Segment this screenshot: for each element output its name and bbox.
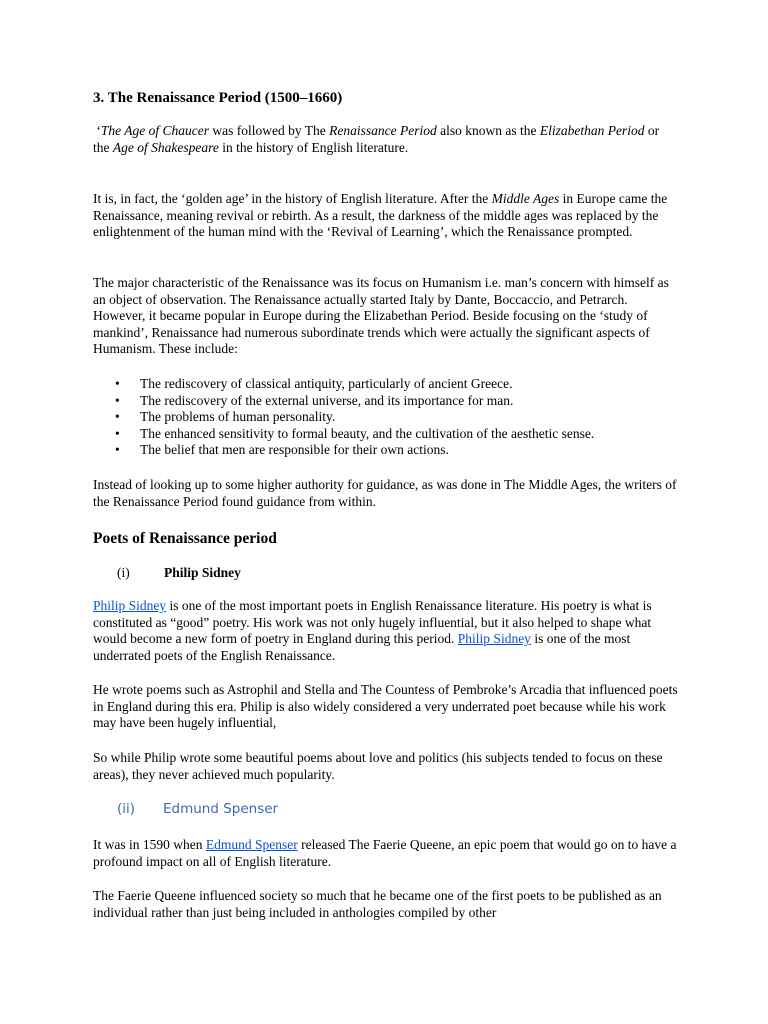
sidney-paragraph-2: He wrote poems such as Astrophil and Stella and The Countess of Pembroke’s Arcadia that influenced poets in England during this era. Philip is also widely considered a very underrated poet because while his work may have been hugely influential,	[93, 682, 678, 731]
sidney-title: Philip Sidney	[164, 565, 241, 580]
humanism-paragraph: The major characteristic of the Renaissance was its focus on Humanism i.e. man’s concern with himself as an object of observation. The Renaissance actually started Italy by Dante, Boccaccio, and Petrarch. However, it became popular in Europe during the Elizabethan Period. Beside focusing on the ‘study of mankind’, Renaissance had numerous subordinate trends which were actually the significant aspects of Humanism. These include:	[93, 275, 669, 357]
golden-age-paragraph: It is, in fact, the ‘golden age’ in the history of English literature. After the Middle Ages in Europe came the Renaissance, meaning revival or rebirth. As a result, the darkness of the middle ages was replaced by the enlightenment of the human mind with the ‘Revival of Learning’, which the Renaissance prompted.	[93, 191, 668, 240]
spenser-title: Edmund Spenser	[163, 801, 279, 817]
section-heading: 3. The Renaissance Period (1500–1660)	[93, 90, 343, 106]
poets-heading: Poets of Renaissance period	[93, 530, 277, 547]
guidance-paragraph: Instead of looking up to some higher authority for guidance, as was done in The Middle Ages, the writers of the Renaissance Period found guidance from within.	[93, 477, 677, 509]
sidney-number: (i)	[117, 565, 130, 580]
edmund-spenser-link[interactable]: Edmund Spenser	[205, 837, 298, 852]
spenser-paragraph-1: It was in 1590 when Edmund Spenser released The Faerie Queene, an epic poem that would go on to have a profound impact on all of English literature.	[93, 837, 677, 869]
sidney-paragraph-1: Philip Sidney is one of the most important poets in English Renaissance literature. His poetry is what is constituted as “good” poetry. His work was not only hugely influential, but it also helped to shape what would become a new form of poetry in England during this period. Philip Sidney is one of the most underrated poets of the English Renaissance.	[93, 598, 652, 663]
sidney-paragraph-3: So while Philip wrote some beautiful poems about love and politics (his subjects tended to focus on these areas), they never achieved much popularity.	[93, 750, 663, 782]
list-item: • The belief that men are responsible for their own actions.	[115, 442, 449, 458]
spenser-paragraph-2: The Faerie Queene influenced society so much that he became one of the first poets to be published as an individual rather than just being included in anthologies compiled by other	[93, 888, 662, 920]
list-item: • The rediscovery of the external universe, and its importance for man.	[115, 392, 514, 408]
intro-paragraph: ‘The Age of Chaucer was followed by The Renaissance Period also known as the Elizabethan Period or the Age of Shakespeare in the history of English literature.	[93, 123, 660, 155]
list-item: • The enhanced sensitivity to formal beauty, and the cultivation of the aesthetic sense.	[115, 425, 595, 441]
spenser-number: (ii)	[117, 801, 136, 817]
philip-sidney-link[interactable]: Philip Sidney	[93, 598, 167, 613]
trends-list	[93, 376, 678, 459]
philip-sidney-link-2[interactable]: Philip Sidney	[457, 631, 531, 647]
list-item: • The problems of human personality.	[115, 409, 336, 425]
list-item: • The rediscovery of classical antiquity, particularly of ancient Greece.	[115, 376, 513, 391]
